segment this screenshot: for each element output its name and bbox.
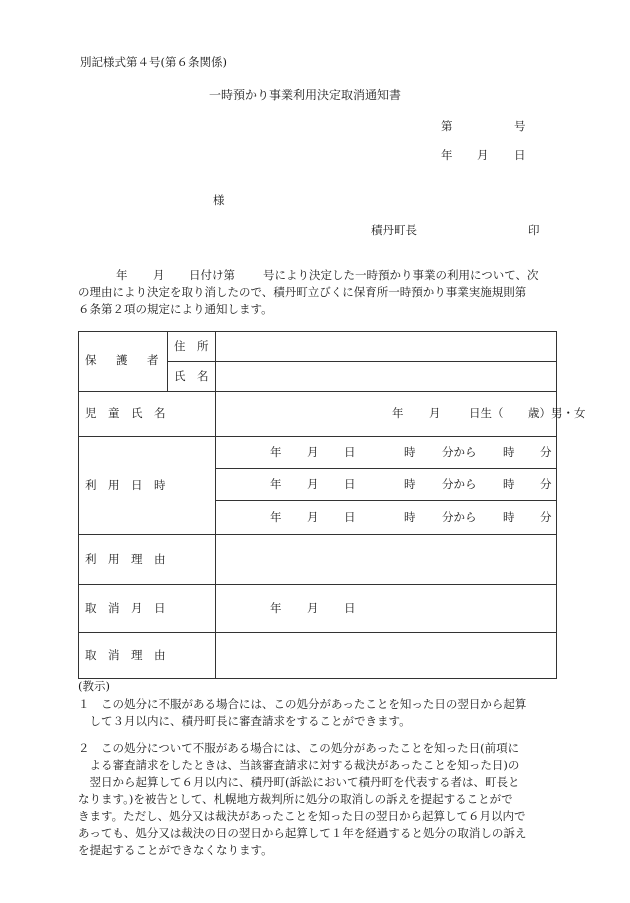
guardian-label-1: 保 xyxy=(85,353,97,367)
usage-reason-label: 利 用 理 由 xyxy=(85,552,166,566)
usage-year: 年 xyxy=(270,510,282,524)
notes-item-2-line: ２ この処分について不服がある場合には、この処分があったことを知った日(前項に xyxy=(78,741,520,755)
document-title: 一時預かり事業利用決定取消通知書 xyxy=(209,88,402,102)
usage-month: 月 xyxy=(307,510,319,524)
usage-end-minute: 分 xyxy=(540,477,552,491)
sender-title: 積丹町長 xyxy=(371,223,417,237)
usage-end-minute: 分 xyxy=(540,510,552,524)
notes-item-1-line: １ この処分に不服がある場合には、この処分があったことを知った日の翌日から起算 xyxy=(78,697,527,711)
body-date-ref: 日付け第 xyxy=(189,268,235,282)
notes-item-2-line: を提起することができなくなります。 xyxy=(78,843,273,857)
body-month: 月 xyxy=(153,268,165,282)
body-line1-rest: 号により決定した一時預かり事業の利用について、次 xyxy=(263,268,539,282)
usage-date-row-1[interactable] xyxy=(216,437,557,469)
addressee-suffix: 様 xyxy=(213,193,225,207)
usage-year: 年 xyxy=(270,445,282,459)
notes-item-2-line: あっても、処分又は裁決の日の翌日から起算して１年を経過すると処分の取消しの訴え xyxy=(78,826,527,840)
name-label-cell xyxy=(168,362,216,392)
name-field[interactable] xyxy=(216,362,557,392)
cancel-date-label: 取 消 月 日 xyxy=(85,601,166,615)
child-name-label: 児 童 氏 名 xyxy=(85,406,166,420)
notes-item-1-line: して３月以内に、積丹町長に審査請求をすることができます。 xyxy=(78,714,411,728)
usage-day: 日 xyxy=(344,445,356,459)
usage-year: 年 xyxy=(270,477,282,491)
usage-start-hour: 時 xyxy=(404,477,416,491)
usage-date-label: 利 用 日 時 xyxy=(85,478,166,492)
usage-end-hour: 時 xyxy=(503,477,515,491)
cancel-month: 月 xyxy=(307,601,319,615)
number-go: 号 xyxy=(514,119,526,133)
child-birth-month: 月 xyxy=(429,406,441,420)
cancel-reason-field[interactable] xyxy=(216,633,557,679)
usage-day: 日 xyxy=(344,477,356,491)
name-label: 氏 名 xyxy=(174,369,209,383)
cancel-date-field[interactable] xyxy=(216,585,557,633)
guardian-label-3: 者 xyxy=(147,353,159,367)
notes-item-2 xyxy=(78,740,558,859)
child-field[interactable] xyxy=(216,392,586,437)
cancel-reason-label: 取 消 理 由 xyxy=(85,648,166,662)
usage-start-minute: 分から xyxy=(442,510,477,524)
usage-month: 月 xyxy=(307,477,319,491)
usage-end-hour: 時 xyxy=(503,445,515,459)
notes-heading: (教示) xyxy=(78,679,110,693)
usage-start-hour: 時 xyxy=(404,510,416,524)
cancel-year: 年 xyxy=(270,601,282,615)
notes-item-1 xyxy=(78,696,558,730)
usage-start-minute: 分から xyxy=(442,445,477,459)
usage-start-hour: 時 xyxy=(404,445,416,459)
date-year: 年 xyxy=(441,148,453,162)
address-label: 住 所 xyxy=(174,339,209,353)
child-age-gender: 歳）男・女 xyxy=(528,406,586,420)
usage-reason-field[interactable] xyxy=(216,535,557,585)
notes-item-2-line: きます。ただし、処分又は裁決があったことを知った日の翌日から起算して６月以内で xyxy=(78,809,526,823)
number-dai: 第 xyxy=(441,119,453,133)
usage-end-minute: 分 xyxy=(540,445,552,459)
address-field[interactable] xyxy=(216,332,557,362)
date-day: 日 xyxy=(514,148,526,162)
cancel-reason-label-cell xyxy=(79,633,216,679)
child-birth-year: 年 xyxy=(392,406,404,420)
body-year: 年 xyxy=(116,268,128,282)
guardian-label-cell xyxy=(79,332,168,392)
usage-date-row-3[interactable] xyxy=(216,501,557,535)
usage-month: 月 xyxy=(307,445,319,459)
seal-mark: 印 xyxy=(528,223,540,237)
notes-item-2-line: 翌日から起算して６月以内に、積丹町(訴訟において積丹町を代表する者は、町長と xyxy=(78,775,520,789)
usage-date-label-cell xyxy=(79,437,216,535)
date-month: 月 xyxy=(477,148,489,162)
usage-start-minute: 分から xyxy=(442,477,477,491)
form-number: 別記様式第４号(第６条関係) xyxy=(80,55,227,69)
usage-day: 日 xyxy=(344,510,356,524)
usage-end-hour: 時 xyxy=(503,510,515,524)
body-line3: ６条第２項の規定により通知します。 xyxy=(78,302,273,316)
address-label-cell xyxy=(168,332,216,362)
usage-reason-label-cell xyxy=(79,535,216,585)
notes-item-2-line: よる審査請求をしたときは、当該審査請求に対する裁決があったことを知った日)の xyxy=(78,758,520,772)
guardian-label-2: 護 xyxy=(116,353,128,367)
cancel-day: 日 xyxy=(344,601,356,615)
child-label-cell xyxy=(79,392,216,437)
child-birth-day: 日生（ xyxy=(469,406,504,420)
notes-item-2-line: なります。)を被告として、札幌地方裁判所に処分の取消しの訴えを提起することがで xyxy=(78,792,513,806)
notice-table xyxy=(78,331,586,679)
usage-date-row-2[interactable] xyxy=(216,469,557,501)
cancel-date-label-cell xyxy=(79,585,216,633)
body-line2: の理由により決定を取り消したので、積丹町立びくに保育所一時預かり事業実施規則第 xyxy=(78,285,527,299)
